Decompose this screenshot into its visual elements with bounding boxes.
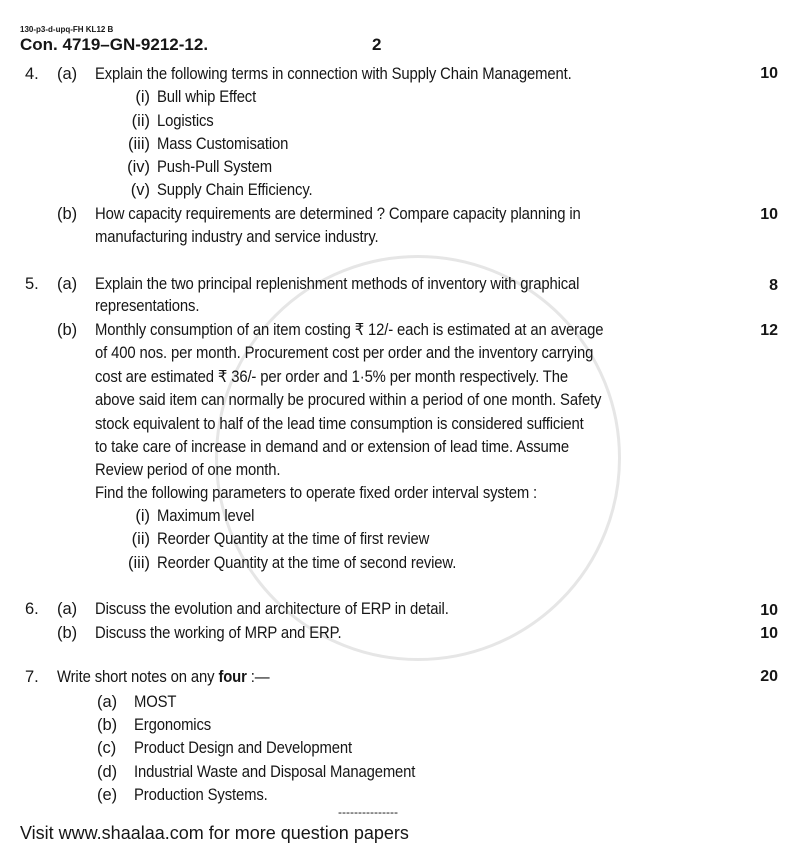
item-text: Push-Pull System xyxy=(157,158,273,176)
q5b-label: (b) xyxy=(57,321,78,339)
item-number: (a) xyxy=(97,693,118,711)
item-text: Logistics xyxy=(157,112,214,130)
item-number: (c) xyxy=(97,739,117,757)
item-text: Mass Customisation xyxy=(157,135,289,153)
q6a-text: Discuss the evolution and architecture of ERP in detail. xyxy=(95,600,449,618)
q6b-text: Discuss the working of MRP and ERP. xyxy=(95,624,342,642)
q5a-marks: 8 xyxy=(769,277,778,294)
q6a-label: (a) xyxy=(57,600,78,618)
q6-number: 6. xyxy=(25,600,39,618)
q7-text-bold: four xyxy=(218,668,247,686)
q7-text xyxy=(57,667,269,687)
item-number: (i) xyxy=(135,507,150,525)
paper-title: Con. 4719–GN-9212-12. xyxy=(20,35,209,54)
item-text: Reorder Quantity at the time of first review xyxy=(157,530,430,548)
q4b-marks: 10 xyxy=(760,206,778,223)
item-number: (iii) xyxy=(128,135,150,153)
item-text: Product Design and Development xyxy=(134,739,353,757)
q7-text-pre: Write short notes on any xyxy=(57,668,219,686)
item-text: Supply Chain Efficiency. xyxy=(157,181,313,199)
item-number: (i) xyxy=(135,88,150,106)
item-number: (iii) xyxy=(128,554,150,572)
q5b-text: Review period of one month. xyxy=(95,461,281,479)
q7-marks: 20 xyxy=(760,668,778,685)
item-number: (iv) xyxy=(127,158,150,176)
q5b-text: above said item can normally be procured within a period of one month. Safety xyxy=(95,391,602,409)
q7-number: 7. xyxy=(25,668,39,686)
q4a-text: Explain the following terms in connection with Supply Chain Management. xyxy=(95,65,572,83)
q6a-marks: 10 xyxy=(760,602,778,619)
item-number: (v) xyxy=(130,181,150,199)
q5-number: 5. xyxy=(25,275,39,293)
q4a-marks: 10 xyxy=(760,65,778,82)
item-number: (e) xyxy=(97,786,118,804)
item-text: Bull whip Effect xyxy=(157,88,257,106)
item-number: (ii) xyxy=(131,112,150,130)
q4a-label: (a) xyxy=(57,65,78,83)
q5b-text: to take care of increase in demand and or extension of lead time. Assume xyxy=(95,438,570,456)
q5a-label: (a) xyxy=(57,275,78,293)
item-text: Maximum level xyxy=(157,507,255,525)
end-divider: --------------- xyxy=(338,805,398,819)
q6b-label: (b) xyxy=(57,624,78,642)
item-text: Reorder Quantity at the time of second review. xyxy=(157,554,457,572)
q5b-marks: 12 xyxy=(760,322,778,339)
item-text: MOST xyxy=(134,693,177,711)
q5b-text: Find the following parameters to operate fixed order interval system : xyxy=(95,484,538,502)
footer-link-text[interactable]: Visit www.shaalaa.com for more question papers xyxy=(20,823,409,843)
q7-text-post: :— xyxy=(246,668,270,686)
paper-code: 130-p3-d-upq-FH KL12 B xyxy=(20,25,114,34)
q5b-text: Monthly consumption of an item costing ₹ 12/- each is estimated at an average xyxy=(95,321,604,339)
q5a-text: Explain the two principal replenishment methods of inventory with graphical xyxy=(95,275,580,293)
item-text: Production Systems. xyxy=(134,786,268,804)
item-number: (ii) xyxy=(131,530,150,548)
item-number: (d) xyxy=(97,763,118,781)
item-text: Ergonomics xyxy=(134,716,212,734)
item-number: (b) xyxy=(97,716,118,734)
q4-number: 4. xyxy=(25,65,39,83)
q4b-text: How capacity requirements are determined ? Compare capacity planning in xyxy=(95,205,581,223)
page-number: 2 xyxy=(372,35,382,54)
item-text: Industrial Waste and Disposal Management xyxy=(134,763,416,781)
q5a-text: representations. xyxy=(95,297,200,315)
q4b-text: manufacturing industry and service industry. xyxy=(95,228,379,246)
q5b-text: stock equivalent to half of the lead time consumption is considered sufficient xyxy=(95,415,584,433)
q6b-marks: 10 xyxy=(760,625,778,642)
q4b-label: (b) xyxy=(57,205,78,223)
q5b-text: of 400 nos. per month. Procurement cost per order and the inventory carrying xyxy=(95,344,594,362)
q5b-text: cost are estimated ₹ 36/- per order and 1·5% per month respectively. The xyxy=(95,368,568,386)
